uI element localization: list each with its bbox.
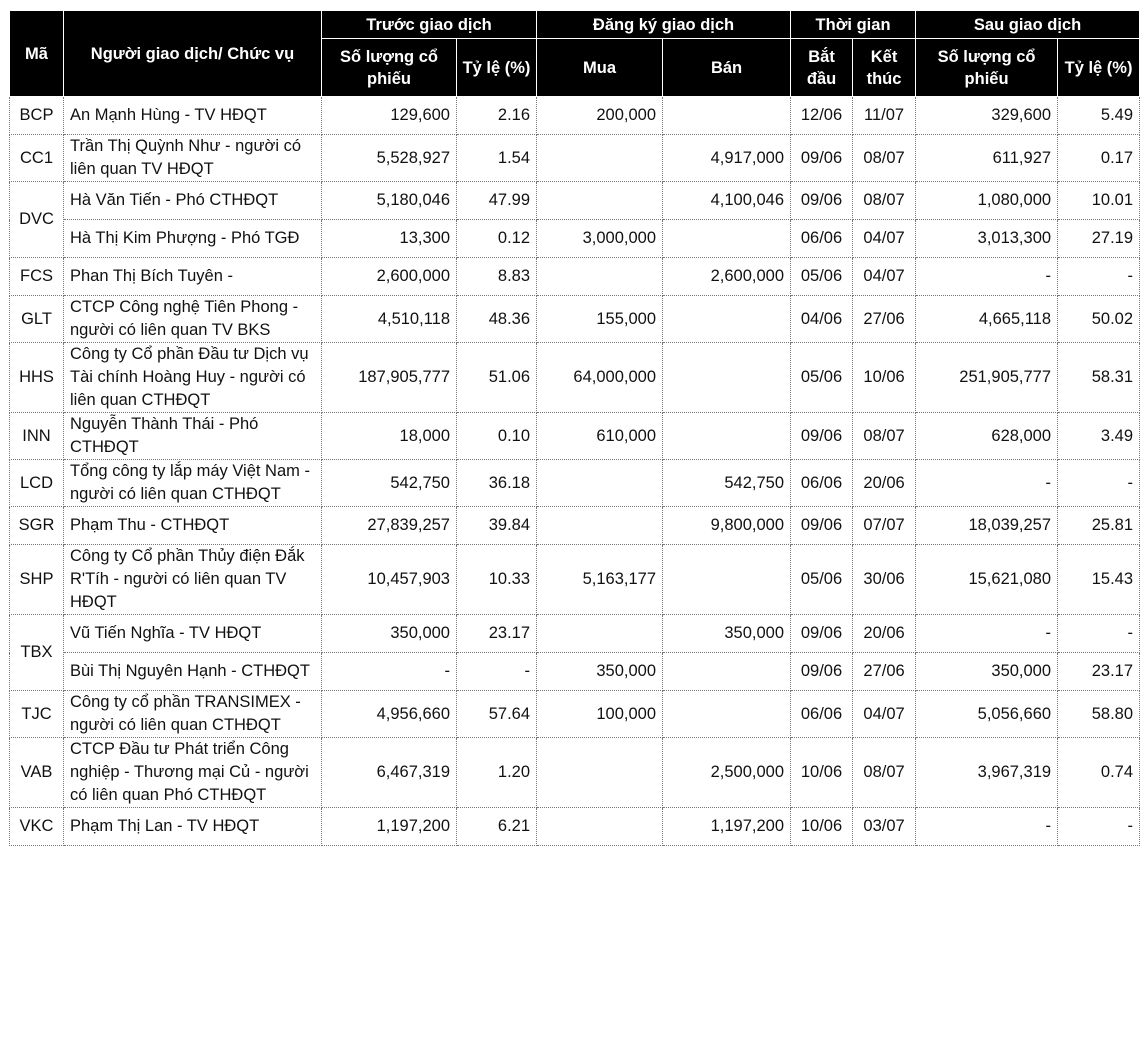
buy-cell: 64,000,000 — [537, 343, 663, 413]
person-cell: An Mạnh Hùng - TV HĐQT — [64, 97, 322, 135]
buy-cell: 350,000 — [537, 653, 663, 691]
table-row — [10, 135, 1140, 182]
header-end: Kết thúc — [853, 39, 916, 97]
before-pct-cell: 57.64 — [457, 691, 537, 738]
code-cell: SHP — [10, 545, 64, 615]
after-qty-cell: - — [916, 258, 1058, 296]
sell-cell — [663, 545, 791, 615]
person-cell: Hà Văn Tiến - Phó CTHĐQT — [64, 182, 322, 220]
after-pct-cell: - — [1058, 460, 1140, 507]
sell-cell — [663, 653, 791, 691]
buy-cell: 5,163,177 — [537, 545, 663, 615]
table-row — [10, 653, 1140, 691]
sell-cell — [663, 343, 791, 413]
after-pct-cell: - — [1058, 615, 1140, 653]
after-qty-cell: 3,967,319 — [916, 738, 1058, 808]
header-code: Mã — [10, 11, 64, 97]
table-row — [10, 808, 1140, 846]
end-date-cell: 20/06 — [853, 615, 916, 653]
person-cell: Hà Thị Kim Phượng - Phó TGĐ — [64, 220, 322, 258]
start-date-cell: 06/06 — [791, 220, 853, 258]
end-date-cell: 04/07 — [853, 220, 916, 258]
person-cell: Nguyễn Thành Thái - Phó CTHĐQT — [64, 413, 322, 460]
after-qty-cell: 15,621,080 — [916, 545, 1058, 615]
end-date-cell: 11/07 — [853, 97, 916, 135]
after-qty-cell: 329,600 — [916, 97, 1058, 135]
header-start: Bắt đầu — [791, 39, 853, 97]
before-qty-cell: 2,600,000 — [322, 258, 457, 296]
sell-cell — [663, 413, 791, 460]
code-cell: VKC — [10, 808, 64, 846]
code-cell: DVC — [10, 182, 64, 258]
after-pct-cell: 0.74 — [1058, 738, 1140, 808]
insider-trading-table — [9, 10, 1140, 846]
table-row — [10, 691, 1140, 738]
before-qty-cell: 129,600 — [322, 97, 457, 135]
before-qty-cell: 5,528,927 — [322, 135, 457, 182]
header-sell: Bán — [663, 39, 791, 97]
person-cell: Phan Thị Bích Tuyên - — [64, 258, 322, 296]
after-pct-cell: 23.17 — [1058, 653, 1140, 691]
after-qty-cell: 350,000 — [916, 653, 1058, 691]
person-cell: Bùi Thị Nguyên Hạnh - CTHĐQT — [64, 653, 322, 691]
before-qty-cell: 1,197,200 — [322, 808, 457, 846]
code-cell: INN — [10, 413, 64, 460]
before-pct-cell: 0.10 — [457, 413, 537, 460]
header-after-qty: Số lượng cổ phiếu — [916, 39, 1058, 97]
person-cell: Vũ Tiến Nghĩa - TV HĐQT — [64, 615, 322, 653]
before-qty-cell: 18,000 — [322, 413, 457, 460]
code-cell: CC1 — [10, 135, 64, 182]
person-cell: Tổng công ty lắp máy Việt Nam - người có liên quan CTHĐQT — [64, 460, 322, 507]
start-date-cell: 10/06 — [791, 738, 853, 808]
sell-cell: 1,197,200 — [663, 808, 791, 846]
code-cell: GLT — [10, 296, 64, 343]
end-date-cell: 27/06 — [853, 296, 916, 343]
before-qty-cell: 542,750 — [322, 460, 457, 507]
before-qty-cell: - — [322, 653, 457, 691]
end-date-cell: 30/06 — [853, 545, 916, 615]
before-pct-cell: 8.83 — [457, 258, 537, 296]
table-row — [10, 97, 1140, 135]
after-pct-cell: 15.43 — [1058, 545, 1140, 615]
buy-cell: 3,000,000 — [537, 220, 663, 258]
end-date-cell: 08/07 — [853, 182, 916, 220]
start-date-cell: 06/06 — [791, 460, 853, 507]
after-qty-cell: 611,927 — [916, 135, 1058, 182]
before-pct-cell: 51.06 — [457, 343, 537, 413]
after-pct-cell: 0.17 — [1058, 135, 1140, 182]
table-row — [10, 738, 1140, 808]
buy-cell — [537, 135, 663, 182]
before-pct-cell: 23.17 — [457, 615, 537, 653]
start-date-cell: 09/06 — [791, 135, 853, 182]
after-qty-cell: - — [916, 615, 1058, 653]
start-date-cell: 09/06 — [791, 413, 853, 460]
start-date-cell: 05/06 — [791, 343, 853, 413]
person-cell: Công ty Cổ phần Thủy điện Đắk R'Tíh - người có liên quan TV HĐQT — [64, 545, 322, 615]
buy-cell — [537, 615, 663, 653]
after-pct-cell: - — [1058, 258, 1140, 296]
after-qty-cell: 3,013,300 — [916, 220, 1058, 258]
buy-cell — [537, 258, 663, 296]
start-date-cell: 09/06 — [791, 182, 853, 220]
start-date-cell: 04/06 — [791, 296, 853, 343]
code-cell: SGR — [10, 507, 64, 545]
header-time: Thời gian — [791, 11, 916, 39]
before-pct-cell: 39.84 — [457, 507, 537, 545]
start-date-cell: 05/06 — [791, 545, 853, 615]
code-cell: FCS — [10, 258, 64, 296]
after-qty-cell: 628,000 — [916, 413, 1058, 460]
table-row — [10, 507, 1140, 545]
start-date-cell: 05/06 — [791, 258, 853, 296]
buy-cell — [537, 182, 663, 220]
table-row — [10, 413, 1140, 460]
table-body — [10, 97, 1140, 846]
end-date-cell: 27/06 — [853, 653, 916, 691]
after-qty-cell: - — [916, 460, 1058, 507]
sell-cell — [663, 296, 791, 343]
before-qty-cell: 13,300 — [322, 220, 457, 258]
code-cell: TJC — [10, 691, 64, 738]
header-after-pct: Tỷ lệ (%) — [1058, 39, 1140, 97]
buy-cell: 200,000 — [537, 97, 663, 135]
end-date-cell: 04/07 — [853, 691, 916, 738]
table-row — [10, 460, 1140, 507]
before-qty-cell: 27,839,257 — [322, 507, 457, 545]
before-qty-cell: 6,467,319 — [322, 738, 457, 808]
sell-cell — [663, 691, 791, 738]
sell-cell: 4,100,046 — [663, 182, 791, 220]
after-qty-cell: 251,905,777 — [916, 343, 1058, 413]
buy-cell — [537, 738, 663, 808]
buy-cell: 610,000 — [537, 413, 663, 460]
table-row — [10, 615, 1140, 653]
start-date-cell: 06/06 — [791, 691, 853, 738]
sell-cell — [663, 97, 791, 135]
after-qty-cell: 18,039,257 — [916, 507, 1058, 545]
after-pct-cell: 58.31 — [1058, 343, 1140, 413]
before-qty-cell: 4,510,118 — [322, 296, 457, 343]
start-date-cell: 09/06 — [791, 615, 853, 653]
person-cell: CTCP Công nghệ Tiên Phong - người có liên quan TV BKS — [64, 296, 322, 343]
before-qty-cell: 187,905,777 — [322, 343, 457, 413]
before-pct-cell: 1.20 — [457, 738, 537, 808]
person-cell: Công ty Cổ phần Đầu tư Dịch vụ Tài chính Hoàng Huy - người có liên quan CTHĐQT — [64, 343, 322, 413]
header-before: Trước giao dịch — [322, 11, 537, 39]
start-date-cell: 09/06 — [791, 653, 853, 691]
table-row — [10, 258, 1140, 296]
end-date-cell: 10/06 — [853, 343, 916, 413]
before-pct-cell: 6.21 — [457, 808, 537, 846]
sell-cell: 350,000 — [663, 615, 791, 653]
table-row — [10, 182, 1140, 220]
end-date-cell: 08/07 — [853, 135, 916, 182]
start-date-cell: 12/06 — [791, 97, 853, 135]
header-buy: Mua — [537, 39, 663, 97]
code-cell: TBX — [10, 615, 64, 691]
after-pct-cell: 3.49 — [1058, 413, 1140, 460]
header-after: Sau giao dịch — [916, 11, 1140, 39]
person-cell: Phạm Thu - CTHĐQT — [64, 507, 322, 545]
code-cell: BCP — [10, 97, 64, 135]
after-pct-cell: - — [1058, 808, 1140, 846]
before-qty-cell: 350,000 — [322, 615, 457, 653]
sell-cell: 2,500,000 — [663, 738, 791, 808]
after-pct-cell: 50.02 — [1058, 296, 1140, 343]
before-pct-cell: 36.18 — [457, 460, 537, 507]
code-cell: VAB — [10, 738, 64, 808]
header-before-qty: Số lượng cổ phiếu — [322, 39, 457, 97]
buy-cell — [537, 460, 663, 507]
table-row — [10, 545, 1140, 615]
sell-cell: 542,750 — [663, 460, 791, 507]
after-qty-cell: 1,080,000 — [916, 182, 1058, 220]
before-pct-cell: - — [457, 653, 537, 691]
before-pct-cell: 47.99 — [457, 182, 537, 220]
end-date-cell: 08/07 — [853, 413, 916, 460]
table-row — [10, 220, 1140, 258]
sell-cell: 2,600,000 — [663, 258, 791, 296]
buy-cell — [537, 507, 663, 545]
person-cell: Phạm Thị Lan - TV HĐQT — [64, 808, 322, 846]
before-pct-cell: 0.12 — [457, 220, 537, 258]
after-pct-cell: 10.01 — [1058, 182, 1140, 220]
before-qty-cell: 10,457,903 — [322, 545, 457, 615]
table-row — [10, 343, 1140, 413]
after-pct-cell: 5.49 — [1058, 97, 1140, 135]
sell-cell: 4,917,000 — [663, 135, 791, 182]
code-cell: HHS — [10, 343, 64, 413]
buy-cell — [537, 808, 663, 846]
person-cell: Công ty cổ phần TRANSIMEX - người có liên quan CTHĐQT — [64, 691, 322, 738]
end-date-cell: 07/07 — [853, 507, 916, 545]
buy-cell: 100,000 — [537, 691, 663, 738]
after-qty-cell: 4,665,118 — [916, 296, 1058, 343]
header-person: Người giao dịch/ Chức vụ — [64, 11, 322, 97]
sell-cell — [663, 220, 791, 258]
person-cell: Trần Thị Quỳnh Như - người có liên quan TV HĐQT — [64, 135, 322, 182]
end-date-cell: 03/07 — [853, 808, 916, 846]
before-pct-cell: 2.16 — [457, 97, 537, 135]
table-row — [10, 296, 1140, 343]
code-cell: LCD — [10, 460, 64, 507]
header-before-pct: Tỷ lệ (%) — [457, 39, 537, 97]
after-pct-cell: 27.19 — [1058, 220, 1140, 258]
before-qty-cell: 5,180,046 — [322, 182, 457, 220]
before-pct-cell: 1.54 — [457, 135, 537, 182]
before-pct-cell: 48.36 — [457, 296, 537, 343]
start-date-cell: 10/06 — [791, 808, 853, 846]
sell-cell: 9,800,000 — [663, 507, 791, 545]
header-register: Đăng ký giao dịch — [537, 11, 791, 39]
end-date-cell: 04/07 — [853, 258, 916, 296]
before-qty-cell: 4,956,660 — [322, 691, 457, 738]
before-pct-cell: 10.33 — [457, 545, 537, 615]
end-date-cell: 08/07 — [853, 738, 916, 808]
buy-cell: 155,000 — [537, 296, 663, 343]
after-pct-cell: 25.81 — [1058, 507, 1140, 545]
after-qty-cell: 5,056,660 — [916, 691, 1058, 738]
after-pct-cell: 58.80 — [1058, 691, 1140, 738]
person-cell: CTCP Đầu tư Phát triển Công nghiệp - Thương mại Củ - người có liên quan Phó CTHĐQT — [64, 738, 322, 808]
end-date-cell: 20/06 — [853, 460, 916, 507]
after-qty-cell: - — [916, 808, 1058, 846]
start-date-cell: 09/06 — [791, 507, 853, 545]
